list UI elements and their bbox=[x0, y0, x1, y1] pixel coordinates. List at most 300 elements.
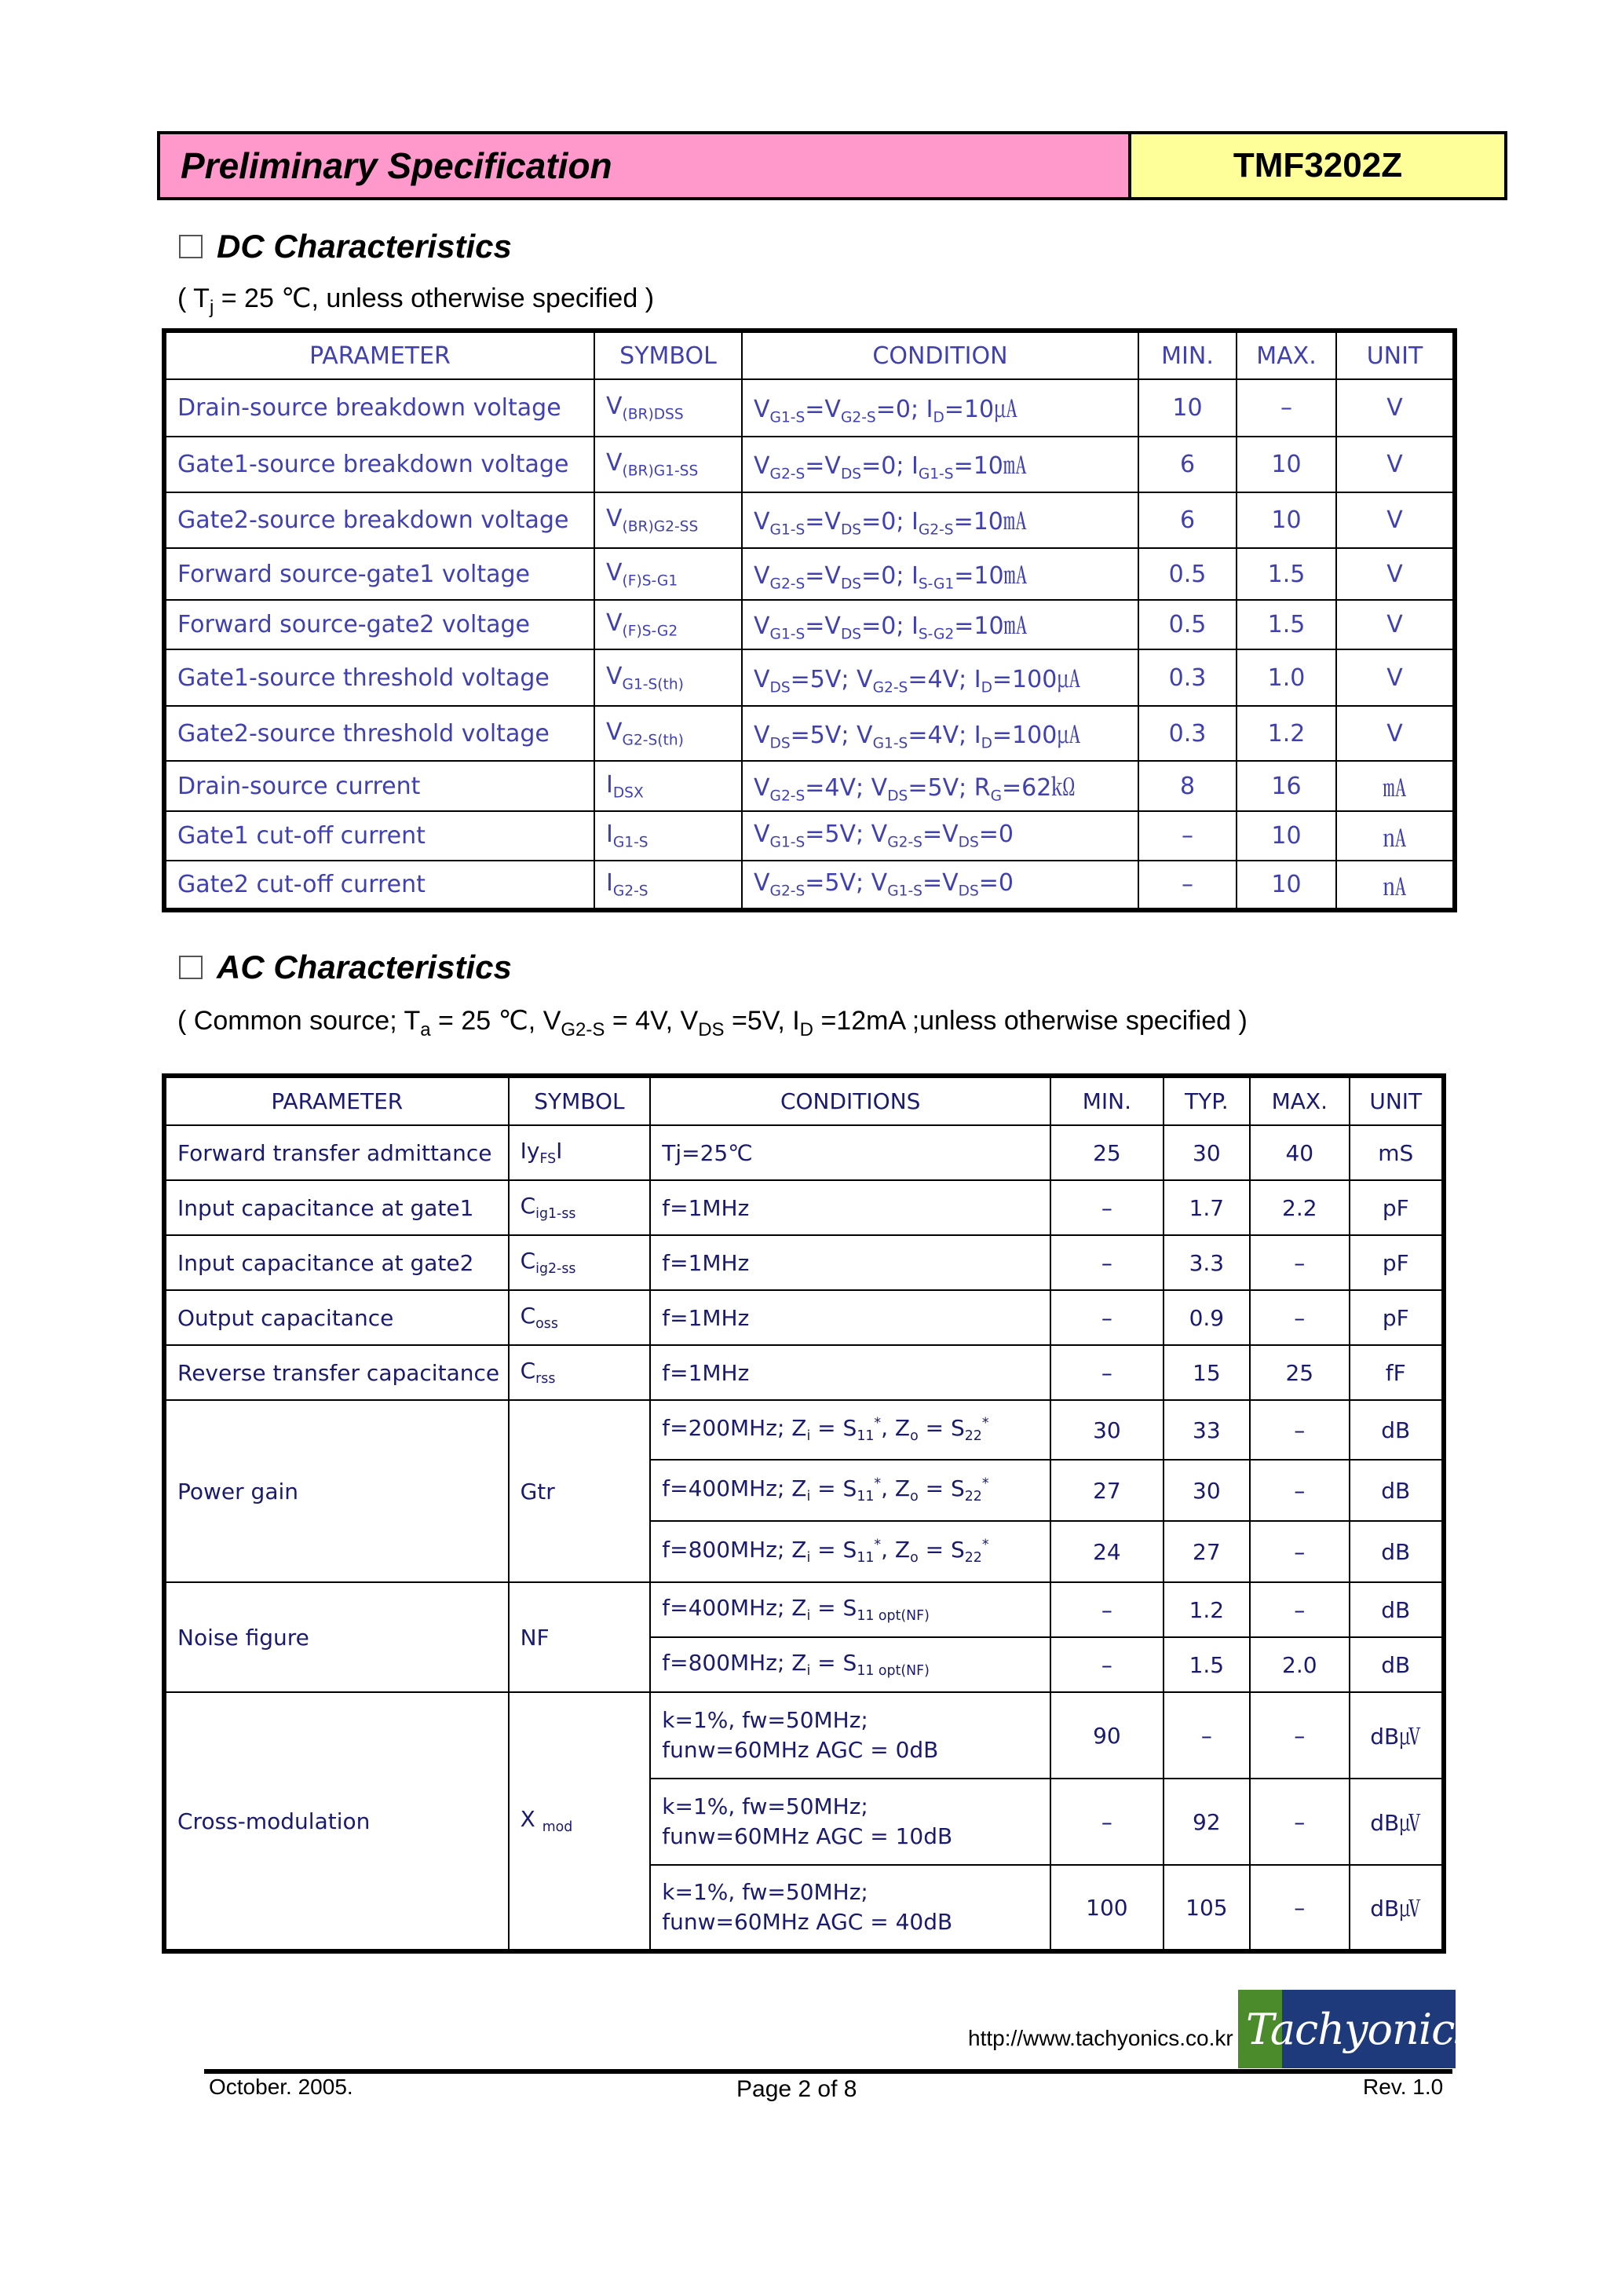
condition-cell bbox=[650, 1400, 1050, 1460]
condition-subscript: D bbox=[981, 735, 992, 752]
symbol-subscript: G1-S bbox=[612, 834, 648, 851]
column-header: MAX. bbox=[1250, 1076, 1349, 1125]
symbol-subscript: G2-S(th) bbox=[622, 732, 684, 749]
condition-text: =V bbox=[805, 452, 841, 481]
parameter-cell: Gate1-source threshold voltage bbox=[164, 649, 594, 706]
symbol-cell bbox=[594, 600, 742, 649]
parameter-cell: Cross-modulation bbox=[164, 1692, 509, 1951]
min-cell: – bbox=[1050, 1779, 1164, 1865]
table-row bbox=[164, 1345, 1444, 1400]
condition-subscript: DS bbox=[958, 834, 979, 851]
condition-text: =V bbox=[805, 612, 841, 641]
condition-text: =V bbox=[922, 869, 959, 898]
unit-cell: dB㎶ bbox=[1350, 1692, 1444, 1779]
typ-cell: 1.7 bbox=[1164, 1180, 1250, 1235]
condition-text: =4V; I bbox=[908, 721, 981, 749]
ac-note-text: = 25 ℃, V bbox=[430, 1006, 561, 1036]
max-cell: 1.5 bbox=[1237, 548, 1336, 600]
symbol-cell bbox=[594, 761, 742, 811]
condition-subscript: i bbox=[806, 1663, 811, 1680]
condition-superscript: * bbox=[874, 1416, 882, 1432]
website-link[interactable]: http://www.tachyonics.co.kr bbox=[968, 2026, 1233, 2050]
table-header-row bbox=[164, 1076, 1444, 1125]
symbol-subscript: (BR)DSS bbox=[622, 406, 684, 423]
min-cell: 8 bbox=[1138, 761, 1237, 811]
column-header: PARAMETER bbox=[164, 331, 594, 379]
max-cell: – bbox=[1237, 379, 1336, 437]
max-cell: – bbox=[1250, 1521, 1349, 1582]
unit-cell: dB bbox=[1350, 1460, 1444, 1521]
unit-cell: V bbox=[1336, 548, 1455, 600]
condition-subscript: i bbox=[806, 1489, 811, 1505]
condition-text: V bbox=[754, 396, 770, 424]
condition-superscript: * bbox=[874, 1537, 882, 1554]
min-cell: 27 bbox=[1050, 1460, 1164, 1521]
table-row bbox=[164, 492, 1455, 548]
condition-subscript: G2-S bbox=[769, 466, 806, 483]
condition-subscript: G2-S bbox=[840, 409, 876, 426]
condition-text: =10㎃ bbox=[954, 612, 1028, 641]
condition-subscript: 11 bbox=[857, 1428, 875, 1445]
min-cell: – bbox=[1050, 1345, 1164, 1400]
condition-subscript: i bbox=[806, 1608, 811, 1625]
table-row bbox=[164, 437, 1455, 492]
max-cell: – bbox=[1250, 1582, 1349, 1637]
condition-line: k=1%, fw=50MHz; bbox=[662, 1793, 868, 1819]
min-cell: 0.3 bbox=[1138, 706, 1237, 761]
condition-text: f=800MHz; Z bbox=[662, 1537, 807, 1563]
symbol-main: C bbox=[520, 1358, 536, 1384]
condition-subscript: i bbox=[806, 1550, 811, 1567]
min-cell: 6 bbox=[1138, 437, 1237, 492]
page-number: Page 2 of 8 bbox=[736, 2076, 857, 2102]
column-header: MAX. bbox=[1237, 331, 1336, 379]
parameter-cell: Gate1-source breakdown voltage bbox=[164, 437, 594, 492]
spec-banner bbox=[157, 131, 1507, 200]
table-row bbox=[164, 761, 1455, 811]
max-cell: 40 bbox=[1250, 1125, 1349, 1180]
condition-cell: f=1MHz bbox=[650, 1290, 1050, 1345]
condition-text: = S bbox=[918, 1475, 965, 1502]
condition-subscript: G1-S bbox=[769, 626, 806, 643]
symbol-cell bbox=[509, 1345, 651, 1400]
max-cell: 2.0 bbox=[1250, 1637, 1349, 1692]
condition-subscript: o bbox=[910, 1550, 919, 1567]
symbol-main: V bbox=[606, 449, 623, 477]
condition-subscript: S-G2 bbox=[918, 626, 955, 643]
condition-text: =5V; V bbox=[805, 869, 888, 898]
condition-text: =0; I bbox=[875, 396, 933, 424]
table-row bbox=[164, 1290, 1444, 1345]
condition-cell bbox=[650, 1865, 1050, 1951]
condition-text: = S bbox=[810, 1415, 857, 1442]
unit-cell: pF bbox=[1350, 1290, 1444, 1345]
unit-cell: pF bbox=[1350, 1235, 1444, 1290]
condition-subscript: G2-S bbox=[769, 788, 806, 805]
condition-cell bbox=[650, 1582, 1050, 1637]
min-cell: – bbox=[1050, 1290, 1164, 1345]
dc-note-sub: j bbox=[209, 296, 214, 318]
typ-cell: 33 bbox=[1164, 1400, 1250, 1460]
symbol-cell bbox=[594, 548, 742, 600]
min-cell: – bbox=[1050, 1235, 1164, 1290]
symbol-subscript: rss bbox=[535, 1371, 556, 1387]
condition-cell: f=1MHz bbox=[650, 1235, 1050, 1290]
condition-subscript: G2-S bbox=[769, 883, 806, 900]
condition-cell: f=1MHz bbox=[650, 1345, 1050, 1400]
condition-text: V bbox=[754, 721, 770, 749]
typ-cell: 3.3 bbox=[1164, 1235, 1250, 1290]
min-cell: 100 bbox=[1050, 1865, 1164, 1951]
parameter-cell: Reverse transfer capacitance bbox=[164, 1345, 509, 1400]
condition-subscript: G bbox=[990, 788, 1002, 805]
condition-text: =10㎂ bbox=[944, 396, 1018, 424]
symbol-main: X bbox=[520, 1806, 535, 1833]
unit-cell: ㎁ bbox=[1336, 811, 1455, 861]
condition-subscript: D bbox=[981, 679, 992, 696]
unit-cell: dB㎶ bbox=[1350, 1779, 1444, 1865]
condition-subscript: 11 opt(NF) bbox=[857, 1608, 930, 1625]
ac-title: AC Characteristics bbox=[217, 949, 512, 985]
condition-subscript: i bbox=[806, 1428, 811, 1445]
condition-text: =10㎃ bbox=[953, 508, 1027, 536]
condition-text: =100㎂ bbox=[992, 721, 1081, 749]
max-cell: 1.0 bbox=[1237, 649, 1336, 706]
condition-subscript: DS bbox=[840, 626, 862, 643]
symbol-cell bbox=[594, 379, 742, 437]
condition-subscript: 11 bbox=[857, 1489, 875, 1505]
min-cell: 0.3 bbox=[1138, 649, 1237, 706]
parameter-cell: Output capacitance bbox=[164, 1290, 509, 1345]
table-row bbox=[164, 1235, 1444, 1290]
condition-text: , Z bbox=[881, 1475, 911, 1502]
symbol-main: V bbox=[606, 662, 623, 690]
min-cell: 0.5 bbox=[1138, 548, 1237, 600]
symbol-cell bbox=[594, 706, 742, 761]
symbol-subscript: G1-S(th) bbox=[622, 676, 684, 693]
column-header: UNIT bbox=[1350, 1076, 1444, 1125]
symbol-main: V bbox=[606, 393, 623, 421]
symbol-main: Iy bbox=[520, 1138, 540, 1164]
condition-text: =0 bbox=[978, 869, 1014, 898]
max-cell: – bbox=[1250, 1235, 1349, 1290]
typ-cell: 27 bbox=[1164, 1521, 1250, 1582]
condition-subscript: D bbox=[933, 409, 944, 426]
condition-text: =4V; V bbox=[805, 773, 888, 802]
column-header: MIN. bbox=[1050, 1076, 1164, 1125]
condition-text: =62㏀ bbox=[1002, 773, 1076, 802]
condition-text: V bbox=[754, 773, 770, 802]
checkbox-icon bbox=[179, 235, 203, 258]
condition-cell bbox=[742, 761, 1138, 811]
company-logo bbox=[1238, 1990, 1476, 2068]
max-cell: 10 bbox=[1237, 492, 1336, 548]
symbol-cell bbox=[509, 1235, 651, 1290]
symbol-cell bbox=[594, 811, 742, 861]
max-cell: 10 bbox=[1237, 861, 1336, 910]
min-cell: – bbox=[1138, 811, 1237, 861]
footer-date: October. 2005. bbox=[209, 2075, 353, 2099]
typ-cell: 1.2 bbox=[1164, 1582, 1250, 1637]
condition-subscript: G1-S bbox=[872, 735, 908, 752]
ac-note-text: = 4V, V bbox=[605, 1006, 699, 1036]
max-cell: – bbox=[1250, 1400, 1349, 1460]
symbol-cell bbox=[594, 437, 742, 492]
condition-text: f=400MHz; Z bbox=[662, 1475, 807, 1502]
column-header: CONDITIONS bbox=[650, 1076, 1050, 1125]
condition-line: funw=60MHz AGC = 40dB bbox=[662, 1909, 953, 1935]
condition-line: k=1%, fw=50MHz; bbox=[662, 1707, 868, 1733]
condition-cell: Tj=25℃ bbox=[650, 1125, 1050, 1180]
typ-cell: 1.5 bbox=[1164, 1637, 1250, 1692]
unit-cell: dB bbox=[1350, 1582, 1444, 1637]
unit-cell: V bbox=[1336, 492, 1455, 548]
column-header: SYMBOL bbox=[509, 1076, 651, 1125]
table-row bbox=[164, 548, 1455, 600]
condition-text: = S bbox=[918, 1537, 965, 1563]
symbol-subscript: oss bbox=[535, 1316, 558, 1333]
condition-text: , Z bbox=[881, 1415, 911, 1442]
condition-subscript: DS bbox=[769, 735, 791, 752]
condition-text: V bbox=[754, 821, 770, 849]
dc-note bbox=[177, 283, 654, 319]
ac-note-text: ( Common source; T bbox=[177, 1006, 421, 1036]
column-header: PARAMETER bbox=[164, 1076, 509, 1125]
symbol-subscript: ig1-ss bbox=[535, 1206, 576, 1223]
unit-cell: dB㎶ bbox=[1350, 1865, 1444, 1951]
unit-cell: dB bbox=[1350, 1521, 1444, 1582]
min-cell: 30 bbox=[1050, 1400, 1164, 1460]
unit-cell: ㎁ bbox=[1336, 861, 1455, 910]
condition-superscript: * bbox=[874, 1476, 882, 1493]
symbol-main: I bbox=[606, 821, 613, 849]
min-cell: – bbox=[1050, 1637, 1164, 1692]
condition-cell bbox=[650, 1637, 1050, 1692]
symbol-cell bbox=[594, 649, 742, 706]
typ-cell: 105 bbox=[1164, 1865, 1250, 1951]
condition-subscript: G2-S bbox=[872, 679, 908, 696]
typ-cell: – bbox=[1164, 1692, 1250, 1779]
table-header-row bbox=[164, 331, 1455, 379]
condition-text: =V bbox=[805, 508, 841, 536]
table-row bbox=[164, 600, 1455, 649]
dc-note-prefix: ( T bbox=[177, 283, 210, 313]
symbol-subscript: ig2-ss bbox=[535, 1261, 576, 1278]
parameter-cell: Drain-source breakdown voltage bbox=[164, 379, 594, 437]
unit-cell: fF bbox=[1350, 1345, 1444, 1400]
dc-title: DC Characteristics bbox=[217, 228, 512, 265]
condition-subscript: G2-S bbox=[918, 521, 954, 539]
parameter-cell: Noise figure bbox=[164, 1582, 509, 1692]
condition-text: V bbox=[754, 452, 770, 481]
symbol-subscript: DSX bbox=[612, 784, 644, 802]
column-header: CONDITION bbox=[742, 331, 1138, 379]
ac-note-subscript: G2-S bbox=[561, 1018, 605, 1040]
condition-cell bbox=[650, 1460, 1050, 1521]
unit-cell: V bbox=[1336, 379, 1455, 437]
condition-text: =4V; I bbox=[908, 665, 981, 693]
table-row bbox=[164, 379, 1455, 437]
parameter-cell: Input capacitance at gate2 bbox=[164, 1235, 509, 1290]
condition-text: =100㎂ bbox=[992, 665, 1081, 693]
table-row bbox=[164, 861, 1455, 910]
max-cell: – bbox=[1250, 1290, 1349, 1345]
ac-note-text: =5V, I bbox=[724, 1006, 800, 1036]
typ-cell: 0.9 bbox=[1164, 1290, 1250, 1345]
table-row bbox=[164, 1125, 1444, 1180]
condition-subscript: DS bbox=[840, 466, 862, 483]
max-cell: 2.2 bbox=[1250, 1180, 1349, 1235]
condition-text: V bbox=[754, 612, 770, 641]
condition-text: =5V; V bbox=[790, 665, 873, 693]
logo-text: Tachyonics bbox=[1246, 2004, 1476, 2054]
symbol-subscript: FS bbox=[539, 1151, 557, 1168]
condition-subscript: 22 bbox=[964, 1550, 982, 1567]
symbol-cell: Gtr bbox=[509, 1400, 651, 1582]
unit-cell: ㎃ bbox=[1336, 761, 1455, 811]
banner-title-cell bbox=[160, 134, 1131, 197]
condition-text: =0 bbox=[978, 821, 1014, 849]
condition-subscript: o bbox=[910, 1428, 919, 1445]
condition-text: =5V; R bbox=[908, 773, 991, 802]
condition-subscript: G1-S bbox=[887, 883, 922, 900]
condition-text: = S bbox=[918, 1415, 965, 1442]
symbol-main: C bbox=[520, 1193, 536, 1219]
min-cell: 0.5 bbox=[1138, 600, 1237, 649]
banner-part-cell bbox=[1131, 134, 1504, 197]
parameter-cell: Forward source-gate1 voltage bbox=[164, 548, 594, 600]
condition-superscript: * bbox=[981, 1476, 989, 1493]
condition-superscript: * bbox=[981, 1416, 989, 1432]
condition-text: =0; I bbox=[861, 561, 919, 590]
condition-cell bbox=[742, 492, 1138, 548]
condition-subscript: S-G1 bbox=[918, 576, 955, 593]
symbol-subscript: G2-S bbox=[612, 883, 648, 900]
condition-text: =V bbox=[805, 396, 841, 424]
condition-subscript: 22 bbox=[964, 1489, 982, 1505]
condition-cell bbox=[742, 600, 1138, 649]
condition-subscript: G1-S bbox=[769, 834, 806, 851]
max-cell: 25 bbox=[1250, 1345, 1349, 1400]
column-header: MIN. bbox=[1138, 331, 1237, 379]
table-row bbox=[164, 649, 1455, 706]
min-cell: – bbox=[1138, 861, 1237, 910]
condition-cell bbox=[650, 1521, 1050, 1582]
min-cell: 10 bbox=[1138, 379, 1237, 437]
min-cell: 90 bbox=[1050, 1692, 1164, 1779]
condition-text: f=400MHz; Z bbox=[662, 1595, 807, 1621]
checkbox-icon bbox=[179, 956, 203, 979]
symbol-subscript: (BR)G1-SS bbox=[622, 462, 699, 480]
unit-cell: V bbox=[1336, 600, 1455, 649]
parameter-cell: Gate2 cut-off current bbox=[164, 861, 594, 910]
condition-text: =10㎃ bbox=[953, 452, 1027, 481]
table-row bbox=[164, 1692, 1444, 1779]
condition-subscript: DS bbox=[958, 883, 979, 900]
max-cell: 1.5 bbox=[1237, 600, 1336, 649]
condition-text: =10㎃ bbox=[954, 561, 1028, 590]
symbol-cell bbox=[594, 861, 742, 910]
ac-note-subscript: a bbox=[420, 1018, 431, 1040]
condition-subscript: G2-S bbox=[769, 576, 806, 593]
symbol-main: I bbox=[606, 770, 613, 799]
condition-subscript: DS bbox=[887, 788, 908, 805]
table-row bbox=[164, 1400, 1444, 1460]
condition-cell bbox=[650, 1692, 1050, 1779]
condition-superscript: * bbox=[981, 1537, 989, 1554]
symbol-cell bbox=[509, 1125, 651, 1180]
condition-text: f=800MHz; Z bbox=[662, 1650, 807, 1676]
symbol-main: V bbox=[606, 718, 623, 746]
condition-cell bbox=[742, 649, 1138, 706]
condition-text: = S bbox=[810, 1650, 857, 1676]
condition-line: funw=60MHz AGC = 10dB bbox=[662, 1823, 953, 1849]
condition-text: V bbox=[754, 561, 770, 590]
condition-subscript: o bbox=[910, 1489, 919, 1505]
condition-text: V bbox=[754, 508, 770, 536]
condition-cell bbox=[742, 437, 1138, 492]
parameter-cell: Forward source-gate2 voltage bbox=[164, 600, 594, 649]
condition-cell bbox=[742, 379, 1138, 437]
max-cell: – bbox=[1250, 1779, 1349, 1865]
unit-cell: V bbox=[1336, 706, 1455, 761]
condition-text: V bbox=[754, 665, 770, 693]
typ-cell: 30 bbox=[1164, 1125, 1250, 1180]
symbol-main: V bbox=[606, 558, 623, 587]
parameter-cell: Gate2-source breakdown voltage bbox=[164, 492, 594, 548]
condition-cell bbox=[742, 811, 1138, 861]
max-cell: 1.2 bbox=[1237, 706, 1336, 761]
symbol-cell bbox=[509, 1180, 651, 1235]
symbol-tail: I bbox=[556, 1138, 563, 1164]
condition-text: = S bbox=[810, 1537, 857, 1563]
symbol-main: V bbox=[606, 609, 623, 638]
min-cell: – bbox=[1050, 1582, 1164, 1637]
ac-note-subscript: D bbox=[799, 1018, 813, 1040]
max-cell: 16 bbox=[1237, 761, 1336, 811]
condition-cell bbox=[742, 706, 1138, 761]
symbol-subscript: (F)S-G2 bbox=[622, 623, 678, 640]
max-cell: 10 bbox=[1237, 811, 1336, 861]
unit-cell: V bbox=[1336, 437, 1455, 492]
condition-subscript: G2-S bbox=[887, 834, 922, 851]
ac-section-heading bbox=[179, 949, 512, 986]
symbol-main: C bbox=[520, 1303, 536, 1329]
dc-section-heading bbox=[179, 228, 512, 265]
ac-note-text: =12mA ;unless otherwise specified ) bbox=[813, 1006, 1248, 1036]
condition-text: , Z bbox=[881, 1537, 911, 1563]
parameter-cell: Gate2-source threshold voltage bbox=[164, 706, 594, 761]
condition-text: =0; I bbox=[861, 452, 919, 481]
unit-cell: dB bbox=[1350, 1637, 1444, 1692]
footer-revision: Rev. 1.0 bbox=[1363, 2075, 1444, 2099]
condition-subscript: 11 opt(NF) bbox=[857, 1663, 930, 1680]
parameter-cell: Forward transfer admittance bbox=[164, 1125, 509, 1180]
ac-characteristics-table bbox=[162, 1073, 1446, 1954]
parameter-cell: Input capacitance at gate1 bbox=[164, 1180, 509, 1235]
column-header: UNIT bbox=[1336, 331, 1455, 379]
symbol-main: V bbox=[606, 505, 623, 533]
condition-cell bbox=[742, 548, 1138, 600]
column-header: TYP. bbox=[1164, 1076, 1250, 1125]
condition-subscript: 11 bbox=[857, 1550, 875, 1567]
symbol-subscript: (F)S-G1 bbox=[622, 572, 678, 590]
condition-text: = S bbox=[810, 1595, 857, 1621]
table-row bbox=[164, 1582, 1444, 1637]
min-cell: 24 bbox=[1050, 1521, 1164, 1582]
max-cell: 10 bbox=[1237, 437, 1336, 492]
condition-text: =0; I bbox=[861, 612, 919, 641]
